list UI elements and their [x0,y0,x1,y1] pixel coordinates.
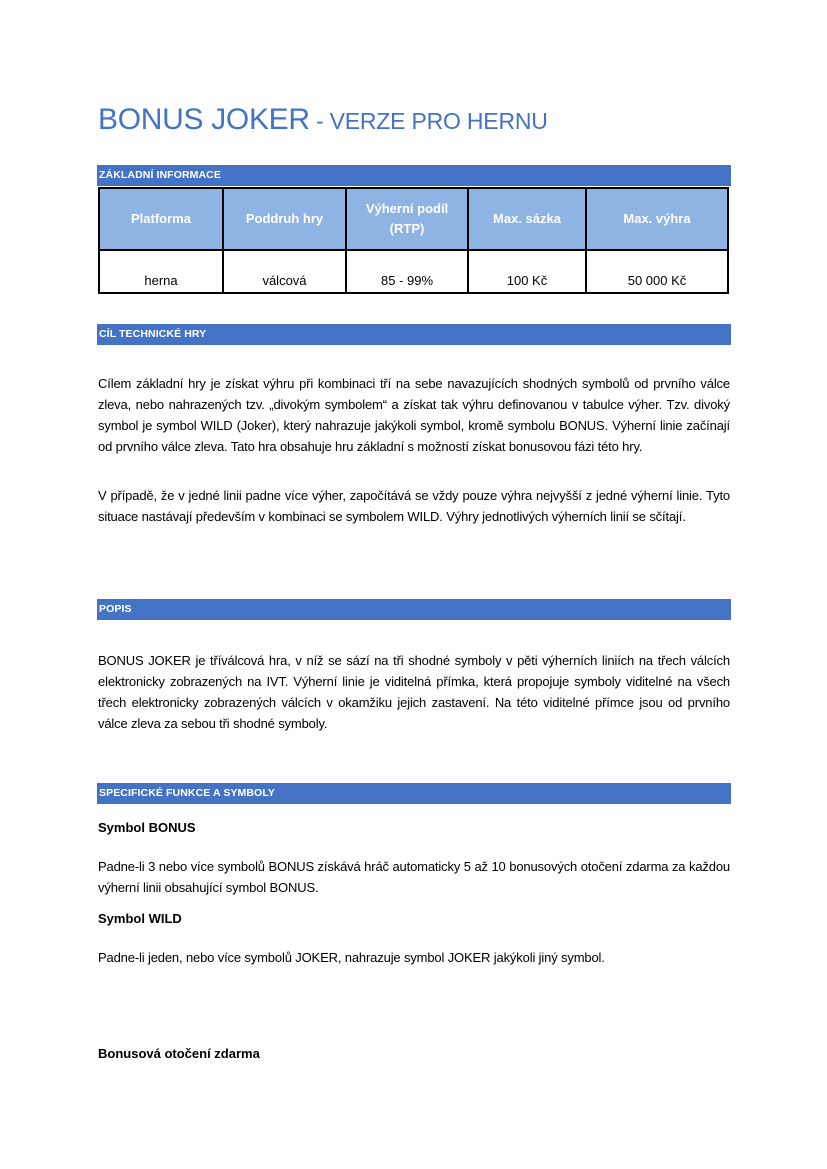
feature-title-bonus: Symbol BONUS [98,820,196,835]
table-header-cell: Max. sázka [468,188,586,250]
goal-paragraph-2: V případě, že v jedné linii padne více výher, započítává se vždy pouze výhra nejvyšší z jedné výherní linie. Tyto situace nastávají především v kombinaci se symbolem WILD. Výhry jednotlivých výherních linií se sčítají. [98,488,730,524]
table-header-cell: Max. výhra [586,188,728,250]
feature-title-wild: Symbol WILD [98,911,182,926]
section-heading-basic-info: ZÁKLADNÍ INFORMACE [97,165,731,186]
goal-paragraph-1: Cílem základní hry je získat výhru při kombinaci tří na sebe navazujících shodných symbolů od prvního válce zleva, nebo nahrazených tzv. „divokým symbolem“ a získat tak výhru definovanou v tabulce výher. Tzv. divoký symbol je symbol WILD (Joker), který nahrazuje jakýkoli symbol, kromě symbolu BONUS. Výherní linie začínají od prvního válce zleva. Tato hra obsahuje hru základní s možností získat bonusovou fázi této hry. [98,376,730,454]
feature-title-free-spins: Bonusová otočení zdarma [98,1046,260,1061]
title-separator: - [309,108,330,134]
title-main: BONUS JOKER [98,103,310,136]
feature-text-bonus: Padne-li 3 nebo více symbolů BONUS získává hráč automaticky 5 až 10 bonusových otočení zdarma za každou výherní linii obsahující symbol BONUS. [98,859,730,895]
title-sub: VERZE PRO HERNU [329,108,548,134]
table-header-cell: Platforma [99,188,223,250]
document-title [98,102,548,135]
table-cell: herna [99,250,223,293]
section-heading-goal: CÍL TECHNICKÉ HRY [97,324,731,345]
table-header-row [99,188,728,250]
table-row [99,250,728,293]
section-heading-features: SPECIFICKÉ FUNKCE A SYMBOLY [97,783,731,804]
description-paragraph: BONUS JOKER je tříválcová hra, v níž se sází na tři shodné symboly v pěti výherních liniích na třech válcích elektronicky zobrazených na IVT. Výherní linie je viditelná přímka, která propojuje symboly viditelné na všech třech elektronicky zobrazených válcích v okamžiku jejich zastavení. Na této viditelné přímce jsou od prvního válce zleva za sebou tři shodné symboly. [98,653,730,731]
basic-info-table [98,187,729,294]
table-cell: válcová [223,250,346,293]
table-cell: 100 Kč [468,250,586,293]
feature-text-wild: Padne-li jeden, nebo více symbolů JOKER, nahrazuje symbol JOKER jakýkoli jiný symbol. [98,950,605,965]
table-header-cell: Výherní podíl (RTP) [346,188,468,250]
table-header-cell: Poddruh hry [223,188,346,250]
table-cell: 85 - 99% [346,250,468,293]
section-heading-description: POPIS [97,599,731,620]
table-cell: 50 000 Kč [586,250,728,293]
